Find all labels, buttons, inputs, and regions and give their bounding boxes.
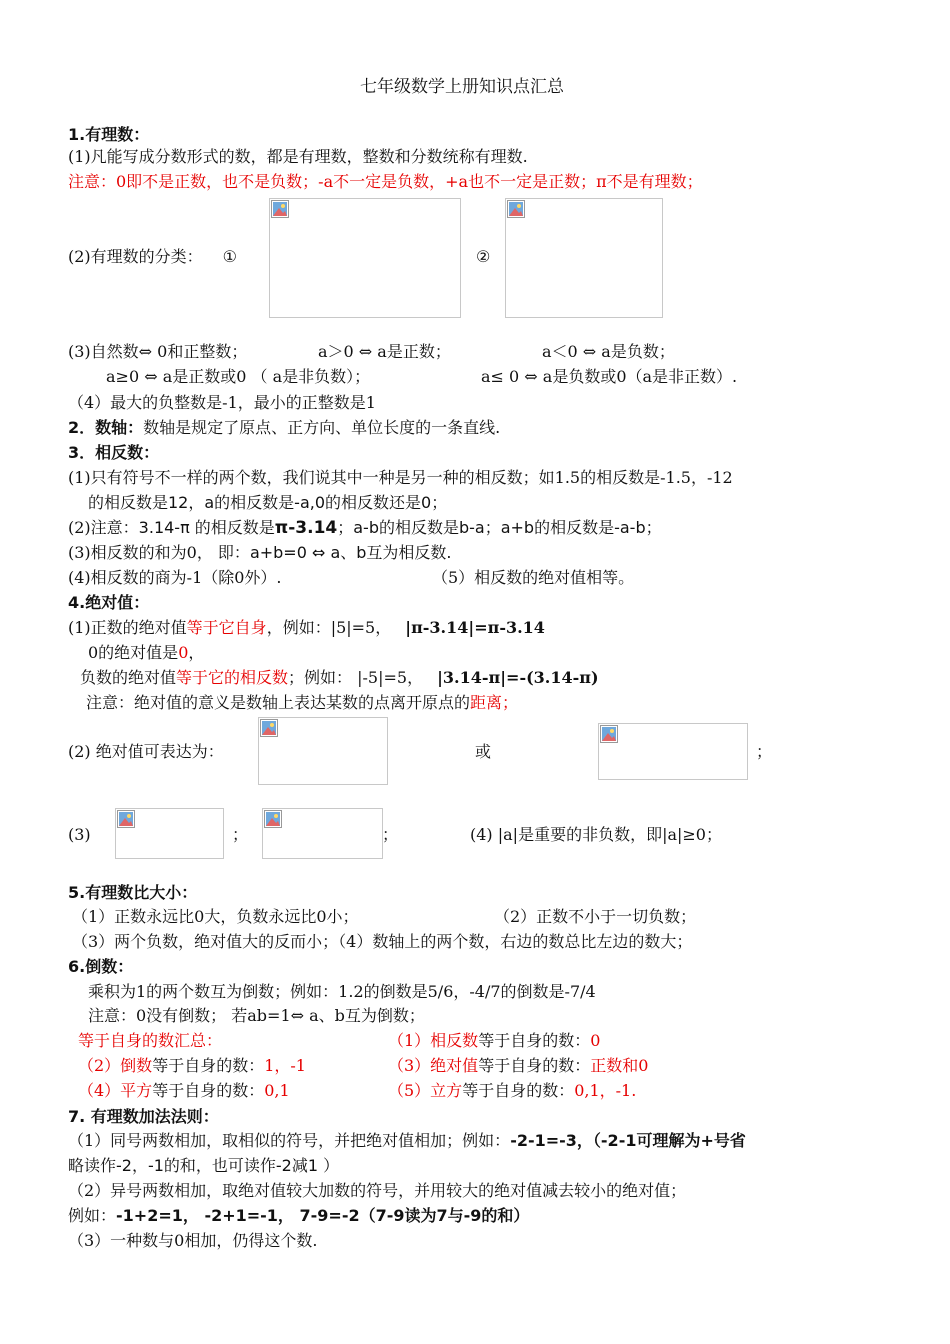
s6-r2: （2）倒数等于自身的数：1，-1 [78,1056,306,1075]
s4-neg: 负数的绝对值等于它的相反数；例如： |-5|=5， |3.14-π|=-(3.14-π) [80,668,599,687]
s7-p3: （3）一种数与0相加，仍得这个数. [68,1231,318,1250]
s4-p3-semi2: ； [382,825,399,844]
broken-image-icon [264,810,282,828]
s4-p2-end: ； [756,742,773,761]
s4-note: 注意：绝对值的意义是数轴上表达某数的点离开原点的距离； [86,693,519,712]
s7-p2: （2）异号两数相加，取绝对值较大加数的符号，并用较大的绝对值减去较小的绝对值； [68,1181,687,1200]
broken-image-icon [271,200,289,218]
s4-p4: (4) |a|是重要的非负数，即|a|≥0； [470,825,722,844]
s7-p1a: （1）同号两数相加，取相似的符号，并把绝对值相加；例如：-2-1=-3，（-2-1可理解为+号省 [68,1131,746,1150]
s4-p2-label: (2) 绝对值可表达为： [68,742,224,761]
classification-image-2 [505,198,663,318]
s4-p3-semi1: ； [232,825,249,844]
s6-r3: （3）绝对值等于自身的数：正数和0 [388,1056,649,1075]
circle-one: ① [222,247,238,266]
s4-zero: 0的绝对值是0， [88,643,205,662]
page-title: 七年级数学上册知识点汇总 [360,77,564,97]
s3-p1b: 的相反数是12，a的相反数是-a,0的相反数还是0； [88,493,448,512]
s6-p1: 乘积为1的两个数互为倒数；例如：1.2的倒数是5/6，-4/7的倒数是-7/4 [88,982,596,1001]
s3-p2: (2)注意：3.14-π 的相反数是π-3.14；a-b的相反数是b-a；a+b的相反数是-a-b； [68,518,662,538]
s6-note: 注意：0没有倒数； 若ab=1⇔ a、b互为倒数； [88,1006,425,1025]
section-1-heading: 1.有理数： [68,125,150,144]
abs-formula-image-3 [115,808,224,859]
s1-p1: (1)凡能写成分数形式的数，都是有理数，整数和分数统称有理数. [68,147,528,166]
s1-p3-e: a≤ 0 ⇔ a是负数或0（a是非正数）. [481,367,738,386]
s6-r1: （1）相反数等于自身的数：0 [388,1031,601,1050]
s3-p5: （5）相反数的绝对值相等。 [432,568,635,587]
section-3-heading: 3．相反数： [68,443,160,462]
s2-text: 数轴是规定了原点、正方向、单位长度的一条直线. [143,418,501,437]
s1-p3-c: a＜0 ⇔ a是负数； [542,342,675,361]
section-7-heading: 7. 有理数加法法则： [68,1107,219,1126]
s1-note: 注意：0即不是正数，也不是负数；-a不一定是负数，+a也不一定是正数；π不是有理数； [68,172,703,191]
abs-formula-image-2 [598,723,748,780]
classification-image-1 [269,198,461,318]
section-6-heading: 6.倒数： [68,957,134,976]
section-4-heading: 4.绝对值： [68,593,150,612]
s3-p1a: (1)只有符号不一样的两个数，我们说其中一种是另一种的相反数；如1.5的相反数是-1.5，-12 [68,468,733,487]
s7-p1b: 略读作-2，-1的和，也可读作-2减1 ） [68,1156,340,1175]
s6-summary-title: 等于自身的数汇总： [78,1031,223,1050]
broken-image-icon [600,725,618,743]
broken-image-icon [507,200,525,218]
s4-p3-label: (3) [68,825,91,844]
s6-r5: （5）立方等于自身的数：0,1，-1. [388,1081,637,1100]
s5-p1: （1）正数永远比0大，负数永远比0小； [72,907,359,926]
s7-p2-example: 例如：-1+2=1， -2+1=-1， 7-9=-2（7-9读为7与-9的和） [68,1206,530,1225]
abs-formula-image-1 [258,717,388,785]
s1-p3-a: (3)自然数⇔ 0和正整数； [68,342,248,361]
s4-p1: (1)正数的绝对值等于它自身，例如：|5|=5， |π-3.14|=π-3.14 [68,618,545,637]
s1-p3-b: a＞0 ⇔ a是正数； [318,342,451,361]
abs-formula-image-4 [262,808,383,859]
s5-p2: （2）正数不小于一切负数； [494,907,697,926]
s1-p4: （4）最大的负整数是-1，最小的正整数是1 [68,393,376,412]
s6-r4: （4）平方等于自身的数：0,1 [78,1081,290,1100]
broken-image-icon [260,719,278,737]
circle-two: ② [476,247,491,266]
s1-p3-d: a≥0 ⇔ a是正数或0 （ a是非负数）； [106,367,371,386]
section-2-heading: 2．数轴： [68,418,144,437]
section-2 [68,417,500,439]
broken-image-icon [117,810,135,828]
s1-p2-label: (2)有理数的分类： ① [68,247,238,266]
section-5-heading: 5.有理数比大小： [68,883,198,902]
s3-p3: (3)相反数的和为0， 即：a+b=0 ⇔ a、b互为相反数. [68,543,452,562]
s3-p4: (4)相反数的商为-1（除0外）. [68,568,282,587]
s5-p3: （3）两个负数，绝对值大的反而小；（4）数轴上的两个数，右边的数总比左边的数大； [72,932,693,951]
s4-or: 或 [475,742,492,761]
